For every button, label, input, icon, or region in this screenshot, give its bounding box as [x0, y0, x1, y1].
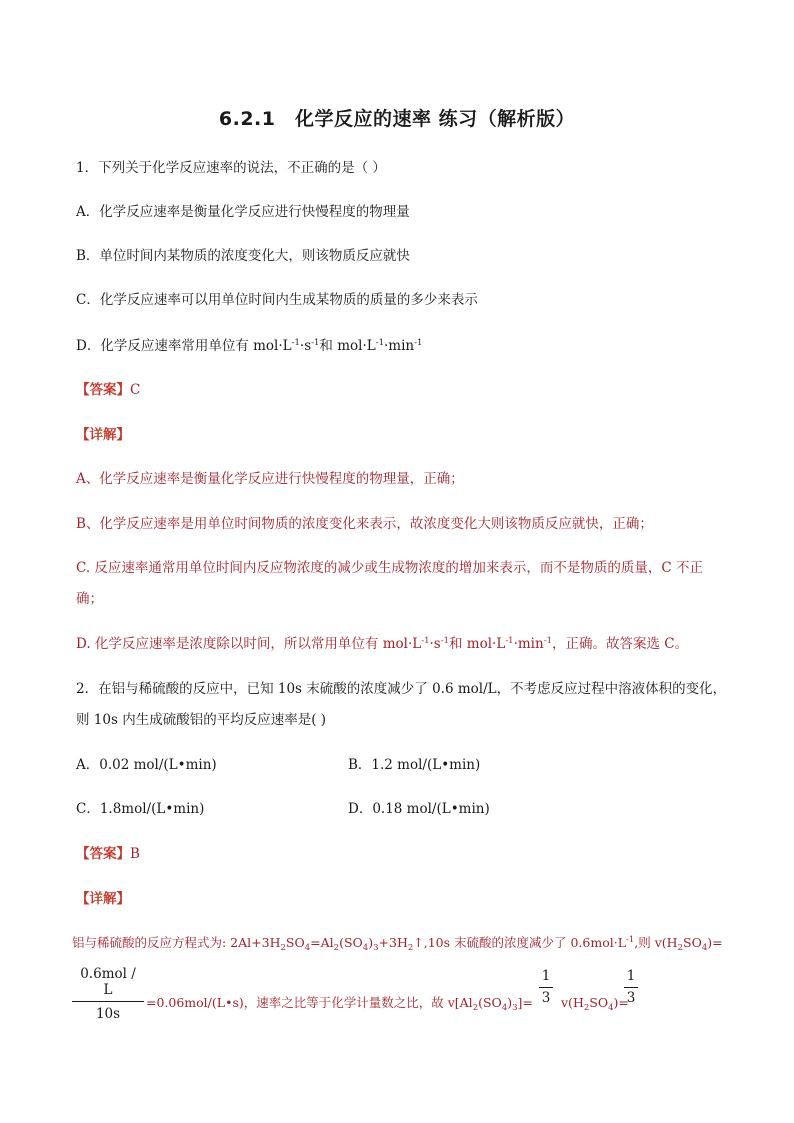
answer-value: C: [130, 382, 141, 398]
q1-explanation-c-line1: C. 反应速率通常用单位时间内反应物浓度的减少或生成物浓度的增加来表示，而不是物质的质量，C 不正: [76, 560, 704, 576]
answer-label: 【答案】: [76, 382, 130, 398]
q1-option-b: B．单位时间内某物质的浓度变化大，则该物质反应就快: [76, 248, 410, 264]
q2-option-c: C．1.8mol/(L•min): [76, 801, 205, 817]
q2-answer: [76, 844, 140, 864]
q1-explanation-c-line2: 确；: [76, 591, 103, 607]
q2-explanation-line1: 铝与稀硫酸的反应方程式为: $2Al+3H_2SO_4=Al_2(SO_4)_3+3H_2↑,10s$ 末硫酸的浓度减少了 $0.6mol\cdot L^{-1}$,则 $v(H_2SO_4)=$: [72, 935, 723, 953]
q2-detail-label: 【详解】: [76, 891, 130, 907]
q1-answer: [76, 380, 140, 400]
q2-option-b: B．1.2 mol/(L•min): [348, 757, 481, 773]
q1-explanation-d: D. 化学反应速率是浓度除以时间，所以常用单位有 $mol\cdot L^{-1}\cdot s^{-1}$和 $mol\cdot L^{-1}\cdot\min^{-1}$，正确。故答案选 C。: [76, 636, 689, 652]
answer-value: B: [130, 846, 140, 862]
page-title: 6.2.1 化学反应的速率 练习（解析版）: [218, 108, 576, 130]
q2-stem-line1: 2．在铝与稀硫酸的反应中，已知 10s 末硫酸的浓度减少了 0.6 mol/L，不考虑反应过程中溶液体积的变化，: [76, 681, 727, 697]
answer-label: 【答案】: [76, 846, 130, 862]
q2-stem-line2: 则 10s 内生成硫酸铝的平均反应速率是( ): [76, 712, 327, 728]
fraction-one-third-a: 1 3: [539, 968, 553, 1006]
q1-option-a: A．化学反应速率是衡量化学反应进行快慢程度的物理量: [76, 204, 410, 220]
q2-explanation-line2-tail: $v(H_2SO_4)=$: [561, 995, 629, 1013]
q2-option-a: A．0.02 mol/(L•min): [76, 757, 217, 773]
q1-option-d: D．化学反应速率常用单位有 $mol\cdot L^{-1}\cdot s^{-1}$和 $mol\cdot L^{-1}\cdot\min^{-1}$: [76, 338, 423, 354]
q1-option-c: C．化学反应速率可以用单位时间内生成某物质的质量的多少来表示: [76, 292, 478, 308]
fraction-concentration-over-time: [72, 966, 144, 1022]
fraction-numerator: 0.6mol / L: [72, 966, 144, 1002]
q1-detail-label: 【详解】: [76, 427, 130, 443]
q1-explanation-b: B、化学反应速率是用单位时间物质的浓度变化来表示，故浓度变化大则该物质反应就快，正确；: [76, 516, 653, 532]
q1-explanation-a: A、化学反应速率是衡量化学反应进行快慢程度的物理量，正确；: [76, 471, 464, 487]
fraction-one-third-b: 1 3: [624, 968, 638, 1006]
q2-explanation-line2: =0.06mol/(L•s)，速率之比等于化学计量数之比，故 $v[Al_2(SO_4)_3]=$: [146, 995, 533, 1013]
q2-option-d: D．0.18 mol/(L•min): [348, 801, 490, 817]
q1-stem: 1．下列关于化学反应速率的说法，不正确的是（ ）: [76, 160, 386, 176]
fraction-denominator: 10s: [95, 1006, 121, 1022]
